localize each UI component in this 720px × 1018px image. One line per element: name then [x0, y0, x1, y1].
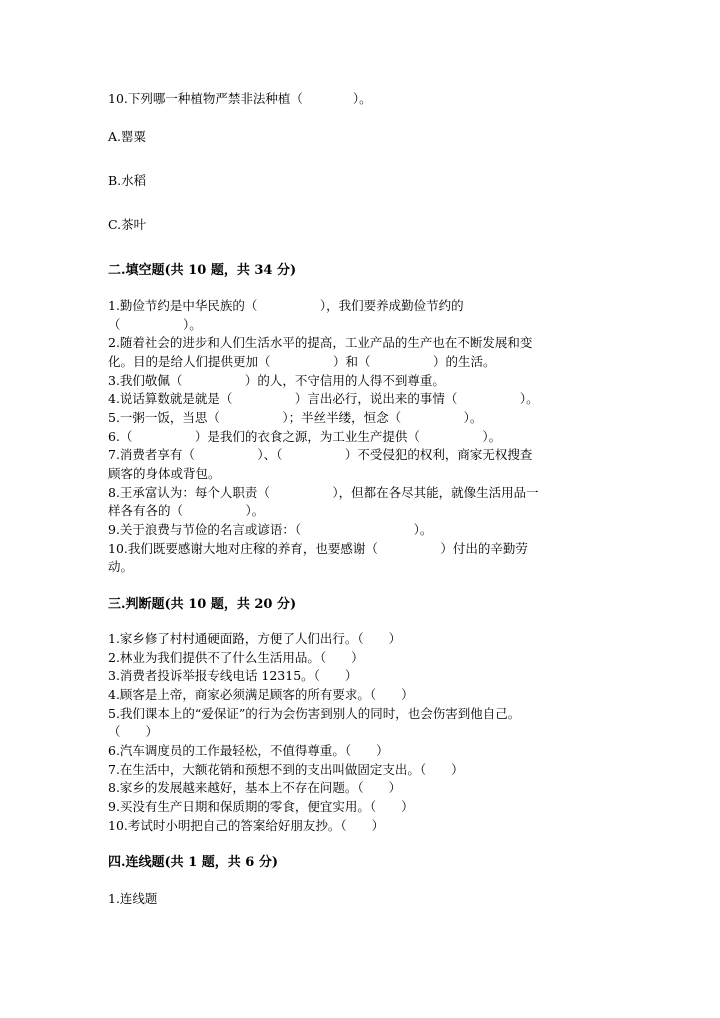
- judge-line: 9.买没有生产日期和保质期的零食，便宜实用。（ ）: [108, 799, 414, 814]
- judge-line: 10.考试时小明把自己的答案给好朋友抄。（ ）: [108, 818, 385, 833]
- section-2-heading: 二.填空题(共 10 题，共 34 分): [108, 263, 297, 278]
- judge-line: 2.林业为我们提供不了什么生活用品。（ ）: [108, 650, 364, 665]
- judge-line: 8.家乡的发展越来越好，基本上不存在问题。（ ）: [108, 780, 402, 795]
- judge-line: 1.家乡修了村村通硬面路，方便了人们出行。（ ）: [108, 631, 402, 646]
- matching-question: 1.连线题: [108, 891, 158, 906]
- fill-line: 5.一粥一饭，当思（ ）；半丝半缕，恒念（ ）。: [108, 410, 483, 425]
- judge-line: 3.消费者投诉举报专线电话 12315。（ ）: [108, 668, 358, 683]
- fill-line: 9.关于浪费与节俭的名言或谚语：（ ）。: [108, 522, 433, 537]
- fill-line: 动。: [108, 559, 134, 574]
- fill-line: 3.我们敬佩（ ）的人，不守信用的人得不到尊重。: [108, 373, 445, 388]
- fill-line: 样各有各的（ ）。: [108, 503, 265, 518]
- fill-line: 10.我们既要感谢大地对庄稼的养育，也要感谢（ ）付出的辛勤劳: [108, 541, 528, 556]
- judge-line: （ ）: [108, 724, 159, 739]
- judge-line: 6.汽车调度员的工作最轻松，不值得尊重。（ ）: [108, 743, 389, 758]
- fill-line: 8.王承富认为：每个人职责（ ），但都在各尽其能，就像生活用品一: [108, 485, 539, 500]
- question-10-stem: 10.下列哪一种植物严禁非法种植（ ）。: [108, 91, 372, 106]
- fill-line: 2.随着社会的进步和人们生活水平的提高，工业产品的生产也在不断发展和变: [108, 335, 533, 350]
- option-c: C.茶叶: [108, 217, 147, 232]
- judge-line: 7.在生活中，大额花销和预想不到的支出叫做固定支出。（ ）: [108, 762, 464, 777]
- fill-line: 化。目的是给人们提供更加（ ）和（ ）的生活。: [108, 354, 496, 369]
- judge-line: 4.顾客是上帝，商家必须满足顾客的所有要求。（ ）: [108, 687, 414, 702]
- fill-line: 6.（ ）是我们的衣食之源，为工业生产提供（ ）。: [108, 429, 502, 444]
- section-3-heading: 三.判断题(共 10 题，共 20 分): [108, 597, 297, 612]
- fill-line: 7.消费者享有（ ）、（ ）不受侵犯的权利，商家无权搜查: [108, 447, 533, 462]
- option-a: A.罂粟: [108, 129, 147, 144]
- section-4-heading: 四.连线题(共 1 题，共 6 分): [108, 855, 279, 870]
- judge-line: 5.我们课本上的“爱保证”的行为会伤害到别人的同时，也会伤害到他自己。: [108, 706, 521, 721]
- fill-line: （ ）。: [108, 317, 202, 332]
- fill-line: 顾客的身体或背包。: [108, 466, 221, 481]
- option-b: B.水稻: [108, 173, 147, 188]
- fill-line: 1.勤俭节约是中华民族的（ ），我们要养成勤俭节约的: [108, 298, 464, 313]
- fill-line: 4.说话算数就是就是（ ）言出必行，说出来的事情（ ）。: [108, 391, 539, 406]
